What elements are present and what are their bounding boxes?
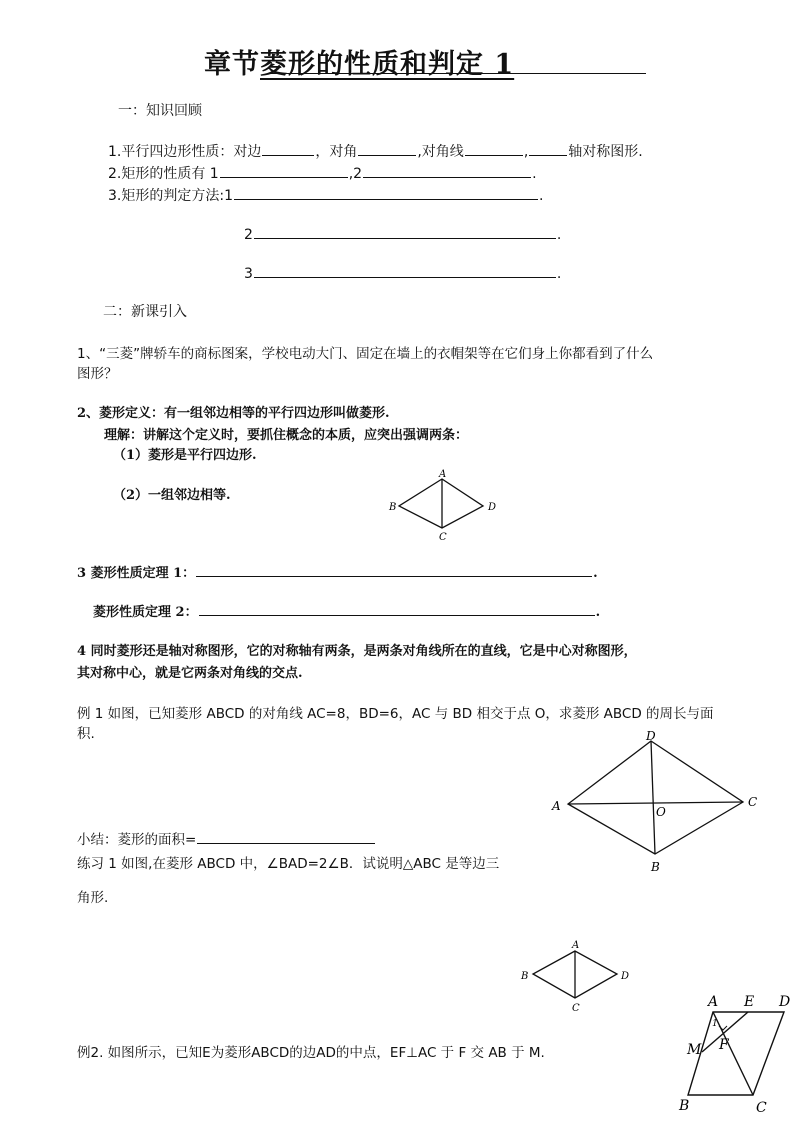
review-line-3 <box>108 185 543 205</box>
review-line-5 <box>244 264 561 282</box>
blank <box>465 142 523 156</box>
definition-line: 2、菱形定义：有一组邻边相等的平行四边形叫做菱形. <box>77 406 390 421</box>
blank <box>197 830 375 844</box>
review-line-4-b: . <box>556 227 562 243</box>
review-line-2-c: . <box>532 166 537 182</box>
review-line-2 <box>108 163 537 183</box>
section1-heading: 一：知识回顾 <box>118 103 202 119</box>
blank <box>262 142 314 156</box>
theorem-2-label: 菱形性质定理 2： <box>93 605 198 620</box>
page-title <box>204 42 514 81</box>
blank <box>363 164 531 178</box>
label-o: O <box>656 805 666 819</box>
review-line-4-a: 2 <box>244 227 253 243</box>
review-line-3-b: . <box>538 188 544 204</box>
question-1-line-1: 1、“三菱”牌轿车的商标图案，学校电动大门、固定在墙上的衣帽架等在它们身上你都看到了什么 <box>77 346 654 362</box>
review-line-1-e: 轴对称图形. <box>568 144 643 160</box>
theorem-2 <box>93 601 600 620</box>
label-a: A <box>439 469 447 480</box>
point-1: （1）菱形是平行四边形. <box>113 448 257 463</box>
example-1-line-2: 积. <box>77 726 95 742</box>
blank <box>358 142 416 156</box>
review-line-1-c: ,对角线 <box>417 144 464 160</box>
label-b: B <box>679 1098 690 1114</box>
blank <box>254 225 556 239</box>
label-c: C <box>439 532 447 543</box>
label-a: A <box>552 799 561 813</box>
paragraph-4-line-2: 其对称中心，就是它两条对角线的交点. <box>77 666 303 681</box>
label-c: C <box>572 1003 580 1014</box>
label-a: A <box>708 994 719 1010</box>
label-d: D <box>488 502 497 513</box>
review-line-3-a: 3.矩形的判定方法:1 <box>108 188 233 204</box>
label-b: B <box>521 971 529 982</box>
title-main: 菱形的性质和判定 1 <box>260 49 515 80</box>
practice-1-line-1: 练习 1 如图,在菱形 ABCD 中，∠BAD=2∠B．试说明△ABC 是等边三 <box>77 856 500 872</box>
blank <box>254 264 556 278</box>
label-angle-1: 1 <box>712 1019 718 1029</box>
question-1-line-2: 图形？ <box>77 366 118 382</box>
paragraph-4-line-1: 4 同时菱形还是轴对称图形，它的对称轴有两条，是两条对角线所在的直线，它是中心对称图形， <box>77 644 637 659</box>
review-line-1-d: , <box>523 144 529 160</box>
point-2: （2）一组邻边相等. <box>113 488 231 503</box>
rhombus-outline <box>688 1012 784 1095</box>
blank <box>220 164 348 178</box>
title-underline <box>270 73 646 74</box>
label-d: D <box>779 994 791 1010</box>
rhombus-outline <box>568 741 743 854</box>
rhombus-figure-4 <box>676 990 794 1123</box>
theorem-1-end: . <box>593 566 598 581</box>
blank <box>199 602 595 616</box>
practice-1-line-2: 角形. <box>77 890 109 906</box>
review-line-1-a: 1.平行四边形性质：对边 <box>108 144 262 160</box>
example-2: 例2. 如图所示，已知E为菱形ABCD的边AD的中点，EF⊥AC 于 F 交 AB 于 M. <box>77 1045 545 1061</box>
section2-heading: 二：新课引入 <box>103 304 187 320</box>
blank <box>529 142 567 156</box>
title-prefix: 章节 <box>204 49 260 80</box>
review-line-1 <box>108 141 643 161</box>
review-line-2-b: ,2 <box>348 166 363 182</box>
review-line-5-b: . <box>556 266 562 282</box>
label-b: B <box>651 860 660 874</box>
rhombus-outline <box>399 479 483 528</box>
label-d: D <box>646 729 656 743</box>
label-c: C <box>756 1100 767 1116</box>
summary-label: 小结：菱形的面积= <box>77 832 197 848</box>
review-line-4 <box>244 225 561 243</box>
label-e: E <box>744 994 755 1010</box>
diagonal-bd <box>651 741 655 854</box>
rhombus-figure-3 <box>516 934 636 1014</box>
theorem-1 <box>77 562 598 581</box>
rhombus-figure-1 <box>385 466 505 544</box>
label-b: B <box>389 502 397 513</box>
blank <box>234 186 538 200</box>
label-m: M <box>687 1042 702 1058</box>
blank <box>196 563 592 577</box>
review-line-5-a: 3 <box>244 266 253 282</box>
theorem-2-end: . <box>595 605 601 620</box>
label-a: A <box>572 940 580 951</box>
rhombus-figure-2 <box>548 724 768 879</box>
label-f: F <box>719 1037 729 1053</box>
review-line-1-b: ，对角 <box>315 144 358 160</box>
review-line-2-a: 2.矩形的性质有 1 <box>108 166 219 182</box>
label-c: C <box>748 795 758 809</box>
theorem-1-label: 3 菱形性质定理 1： <box>77 566 196 581</box>
summary-line <box>77 828 376 848</box>
diagonal-ac <box>568 802 743 804</box>
example-1-line-1: 例 1 如图，已知菱形 ABCD 的对角线 AC=8，BD=6，AC 与 BD 相交于点 O，求菱形 ABCD 的周长与面 <box>77 706 714 722</box>
understand-line: 理解：讲解这个定义时，要抓住概念的本质，应突出强调两条： <box>104 428 469 443</box>
label-d: D <box>621 971 630 982</box>
